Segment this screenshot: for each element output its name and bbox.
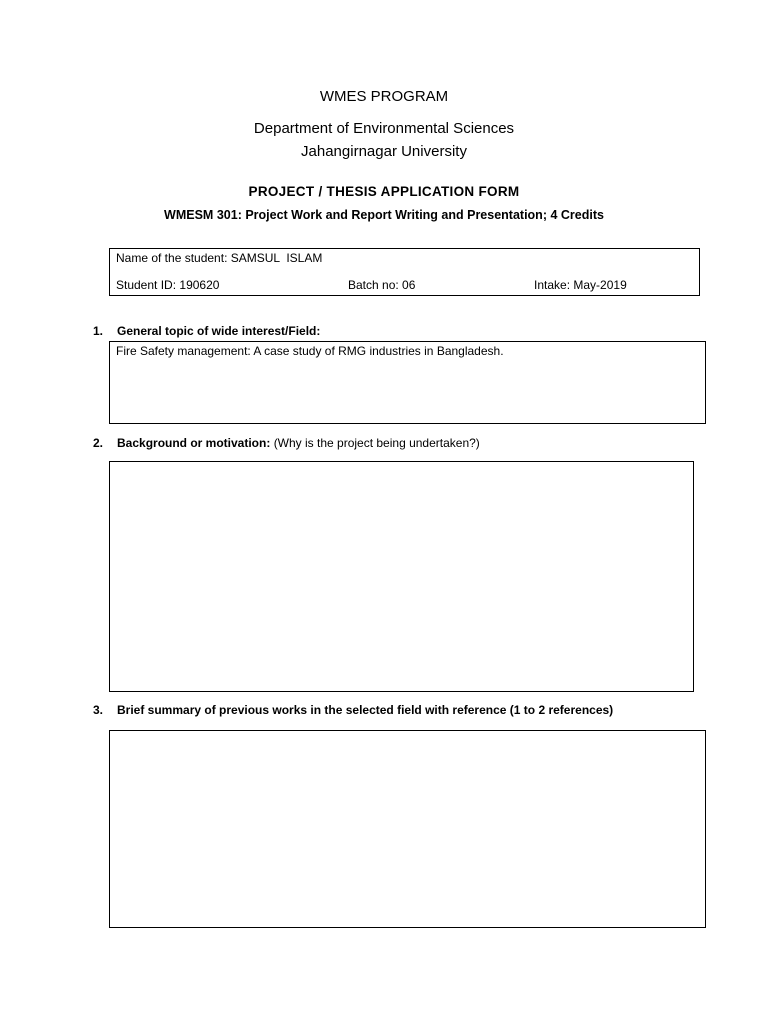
student-id-label: Student ID: [116,278,177,292]
question-3-label: Brief summary of previous works in the selected field with reference (1 to 2 references) [117,703,614,717]
intake-value[interactable]: May-2019 [573,278,627,292]
question-2-label: Background or motivation: [117,436,271,450]
student-name-row [116,251,322,265]
question-2-number: 2. [93,436,104,450]
question-1-number: 1. [93,324,104,338]
question-1-label: General topic of wide interest/Field: [117,324,321,338]
program-title: WMES PROGRAM [319,88,449,105]
question-1-answer-box[interactable] [109,341,706,424]
department-name: Department of Environmental Sciences [253,120,515,137]
question-3-answer-box[interactable] [109,730,706,928]
batch-field [348,278,415,292]
student-id-value[interactable]: 190620 [179,278,220,292]
batch-value[interactable]: 06 [402,278,416,292]
university-name: Jahangirnagar University [301,143,467,160]
batch-label: Batch no: [348,278,399,292]
intake-field [534,278,627,292]
student-info-box [109,248,700,296]
form-title: PROJECT / THESIS APPLICATION FORM [248,184,520,199]
intake-label: Intake: [534,278,571,292]
course-code: WMESM 301 [164,208,238,222]
question-1-answer[interactable]: Fire Safety management: A case study of RMG industries in Bangladesh. [116,344,504,358]
question-3-number: 3. [93,703,104,717]
student-id-field [116,278,219,292]
student-name-value[interactable]: SAMSUL ISLAM [230,251,323,265]
question-2-label-row [117,436,480,450]
student-name-label: Name of the student: [116,251,228,265]
question-2-label-extra: (Why is the project being undertaken?) [273,436,480,450]
course-line [0,208,768,222]
question-2-answer-box[interactable] [109,461,694,692]
course-description: : Project Work and Report Writing and Presentation; 4 Credits [237,208,604,222]
